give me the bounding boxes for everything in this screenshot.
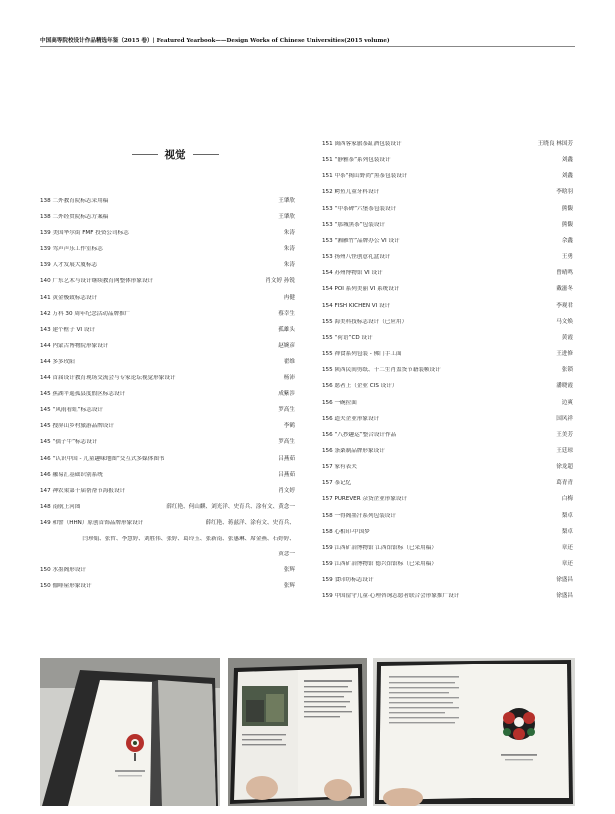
- entry-row: [40, 439, 295, 455]
- entry-row: [40, 262, 295, 278]
- entry-row: [322, 173, 573, 189]
- entry-title: 144 多多玫阳: [40, 358, 75, 365]
- entry-title: 154 FISH KICHEN VI 设计: [322, 302, 391, 309]
- entry-author: 薛红艳、蒋兹洋、涂有文、史育兵、: [205, 519, 295, 526]
- entry-title: 139 驾声声乐工作室标志: [40, 246, 103, 253]
- entry-row: [40, 295, 295, 311]
- entry-row: [322, 448, 573, 464]
- entry-title: 159 江西矿冶博物馆 江西馆馆标（已采用稿）: [322, 544, 437, 551]
- entry-title: 闫珍娟、张哲、李慧婷、刘胜伟、张婷、葛玲玉、张新南、张惠琳、席金燕、石婷婷、: [82, 535, 295, 542]
- entry-row: [322, 577, 573, 593]
- entry-author: 薛红艳、何山麒、刘光洋、史育兵、涂有文、黄念一: [166, 503, 295, 510]
- entry-row: [40, 536, 295, 552]
- book-photo-3-image: [373, 658, 575, 806]
- entry-author: 王肇欣: [278, 214, 295, 221]
- entry-author: 戴滋冬: [556, 286, 573, 293]
- entry-author: 马文焕: [556, 318, 573, 325]
- entry-author: 朱涛: [283, 262, 295, 269]
- entry-row: [40, 423, 295, 439]
- entry-author: 李鹤: [283, 423, 295, 430]
- entry-title: 143 建个框子 VI 设计: [40, 326, 96, 333]
- entry-author: 肖文婷: [278, 487, 295, 494]
- entry-title: 156 一碗拉面: [322, 399, 357, 406]
- entry-author: 章还: [561, 544, 573, 551]
- entry-author: 刘鑫: [561, 157, 573, 164]
- entry-author: 冉健: [283, 294, 295, 301]
- entry-row: [40, 488, 295, 504]
- header-rule: [40, 46, 575, 47]
- entry-row: [322, 141, 573, 157]
- entry-author: 朱涛: [283, 246, 295, 253]
- entry-author: 王廷琼: [556, 447, 573, 454]
- right-entry-list: [322, 141, 573, 610]
- entry-row: [40, 198, 295, 214]
- entry-title: 153 “中茶碑”六堡茶包装设计: [322, 205, 397, 212]
- entry-author: 王晓良 林国芳: [537, 141, 573, 147]
- entry-author: 王勇: [561, 254, 573, 261]
- entry-author: 徐龙超: [556, 464, 573, 471]
- entry-row: [322, 303, 573, 319]
- entry-title: 146 融易汇基础识别系统: [40, 471, 103, 478]
- section-title: [120, 147, 230, 162]
- entry-title: 151 中茶“揭山野尚”黑茶包装设计: [322, 173, 408, 180]
- entry-title: 153 “那城黑茶”包装设计: [322, 221, 386, 228]
- entry-title: 150 伽啡屋形象设计: [40, 583, 92, 590]
- entry-author: 潘晓霞: [556, 383, 573, 390]
- entry-row: [40, 520, 295, 536]
- entry-author: 章还: [561, 561, 573, 568]
- entry-row: [40, 375, 295, 391]
- entry-title: 156 愿者上（企业 CIS 设计）: [322, 383, 398, 390]
- entry-row: [322, 351, 573, 367]
- title-dash-right: [193, 154, 219, 155]
- entry-row: [40, 583, 295, 599]
- entry-title: 145 蕉湖平遥孤县度假区标志设计: [40, 391, 126, 398]
- entry-title: 149 和譬（HHN）原创首饰品牌形象设计: [40, 519, 144, 526]
- entry-title: 139 人才发展大厦标志: [40, 262, 98, 269]
- entry-title: 156 “八抄趣运”整合设计作品: [322, 431, 397, 438]
- entry-title: 142 万科 30 周年纪念活动品牌推广: [40, 310, 131, 317]
- entry-author: 吕燕茹: [278, 455, 295, 462]
- entry-author: 曾晴鸣: [556, 270, 573, 277]
- section-title-text: 视觉: [164, 149, 186, 161]
- entry-author: 刘鑫: [561, 173, 573, 180]
- entry-row: [322, 222, 573, 238]
- entry-title: 153 扬州八怪创意礼盒设计: [322, 254, 391, 261]
- entry-row: [40, 504, 295, 520]
- entry-title: 155 陕西民间剪纸、十二生肖盖货节籍装帧设计: [322, 367, 441, 374]
- entry-title: 141 黄金极致标志设计: [40, 294, 98, 301]
- title-dash-left: [132, 154, 158, 155]
- entry-author: 梨卓: [561, 512, 573, 519]
- entry-title: 154 POI 系列美丽 VI 系统设计: [322, 286, 400, 293]
- entry-title: 150 水墨阁形设计: [40, 566, 87, 573]
- entry-row: [40, 456, 295, 472]
- entry-author: 张辉: [283, 583, 295, 590]
- entry-title: 157 茶记忆: [322, 480, 352, 487]
- entry-title: 148 南航上河图: [40, 503, 81, 510]
- entry-author: 张辉: [283, 566, 295, 573]
- entry-row: [40, 311, 295, 327]
- entry-row: [322, 416, 573, 432]
- entry-title: 159 食印坊标志设计: [322, 577, 374, 584]
- entry-title: 147 神农架第十届帮帮节海报设计: [40, 487, 126, 494]
- entry-row: [322, 464, 573, 480]
- entry-row: [40, 278, 295, 294]
- entry-title: 145 搜屏山乡村旅游品牌设计: [40, 423, 114, 430]
- left-entry-list: [40, 198, 295, 599]
- entry-row: [322, 383, 573, 399]
- entry-title: 144 内蒙古博物院形象设计: [40, 342, 109, 349]
- entry-title: 159 江西矿冶博物馆 德兴馆馆标（已采用稿）: [322, 561, 437, 568]
- entry-title: 156 条桑制品牌形象设计: [322, 447, 385, 454]
- entry-row: [40, 359, 295, 375]
- entry-title: 151 闽西客家旅茶缸酒包装设计: [322, 141, 402, 147]
- book-photo-2: [228, 658, 367, 806]
- entry-author: 张锁: [561, 367, 573, 374]
- entry-author: 罗高生: [278, 439, 295, 446]
- entry-author: 王进修: [556, 351, 573, 358]
- entry-row: [322, 432, 573, 448]
- entry-row: [40, 551, 295, 567]
- entry-author: 李晗羽: [556, 189, 573, 196]
- entry-title: 138 二外教育院标志采用稿: [40, 198, 109, 204]
- entry-row: [40, 327, 295, 343]
- entry-title: 158 心相印·中国梦: [322, 528, 370, 535]
- entry-row: [322, 254, 573, 270]
- book-photo-3: [373, 658, 575, 806]
- entry-title: 146 “认识中国 - 儿童趣味地图”交互式多媒体图书: [40, 455, 165, 462]
- entry-title: 157 PUREVER 杂货企业形象设计: [322, 496, 408, 503]
- entry-author: 翟维: [283, 358, 295, 365]
- entry-title: 155 海美科技标志设计（已应用）: [322, 318, 408, 325]
- entry-author: 国风祥: [556, 415, 573, 422]
- entry-author: 梨卓: [561, 528, 573, 535]
- entry-row: [40, 230, 295, 246]
- entry-author: 熊馥: [561, 205, 573, 212]
- entry-row: [322, 496, 573, 512]
- entry-row: [322, 319, 573, 335]
- entry-title: 155 禅食系列包装 - 佛门手工面: [322, 351, 402, 358]
- entry-row: [322, 367, 573, 383]
- entry-row: [322, 157, 573, 173]
- entry-row: [40, 567, 295, 583]
- entry-author: 葛青青: [556, 480, 573, 487]
- entry-author: 杨沛: [283, 375, 295, 382]
- entry-row: [322, 561, 573, 577]
- entry-title: 157 家有表夫: [322, 464, 357, 471]
- entry-row: [322, 593, 573, 609]
- entry-row: [322, 545, 573, 561]
- entry-title: 139 美国华尔街 FMF 投资公司标志: [40, 230, 129, 237]
- entry-row: [322, 238, 573, 254]
- entry-row: [322, 286, 573, 302]
- entry-title: 黄念一: [278, 551, 295, 558]
- entry-author: 吕燕茹: [278, 471, 295, 478]
- entry-author: 徐盛昌: [556, 593, 573, 600]
- entry-row: [40, 214, 295, 230]
- entry-title: 159 中国留守儿童·心理咨询志愿者联合会形象推广设计: [322, 593, 460, 600]
- entry-author: 白梅: [561, 496, 573, 503]
- entry-row: [322, 270, 573, 286]
- entry-author: 罗高生: [278, 407, 295, 414]
- page-header: 中国高等院校设计作品精选年鉴（2015 卷）| Featured Yearbook——Design Works of Chinese Universities(2015 volume): [40, 38, 390, 44]
- entry-title: 145 “孺子牛”标志设计: [40, 439, 98, 446]
- entry-title: 151 “静雅茶”系列包装设计: [322, 157, 391, 164]
- entry-author: 佘鑫: [561, 237, 573, 244]
- entry-author: 孤雄头: [278, 326, 295, 333]
- entry-title: 138 二外经贸院标志方案稿: [40, 214, 109, 221]
- entry-row: [322, 513, 573, 529]
- entry-title: 153 “湘雁竹”品牌办公 VI 设计: [322, 237, 400, 244]
- entry-author: 蔡幸生: [278, 310, 295, 317]
- entry-author: 徐盛昌: [556, 577, 573, 584]
- entry-author: 王肇欣: [278, 198, 295, 204]
- book-photo-1: [40, 658, 220, 806]
- entry-title: 152 鳄鱼儿童牙科设计: [322, 189, 380, 196]
- book-photo-2-image: [228, 658, 367, 806]
- entry-row: [40, 407, 295, 423]
- entry-title: 154 苏州博物馆 VI 设计: [322, 270, 383, 277]
- entry-row: [40, 391, 295, 407]
- entry-row: [322, 529, 573, 545]
- entry-row: [40, 472, 295, 488]
- entry-author: 王美芳: [556, 431, 573, 438]
- entry-row: [322, 335, 573, 351]
- entry-title: 158 一得阁墨汁系列包装设计: [322, 512, 396, 519]
- entry-author: 熊馥: [561, 221, 573, 228]
- entry-author: 肖文婷 孙锐: [265, 278, 295, 285]
- entry-author: 李观君: [556, 302, 573, 309]
- entry-title: 155 “荷语”CD 设计: [322, 334, 373, 341]
- entry-row: [40, 246, 295, 262]
- entry-row: [322, 189, 573, 205]
- entry-title: 145 “风雨看虹”标志设计: [40, 407, 104, 414]
- entry-title: 156 道夫企业形象设计: [322, 415, 380, 422]
- book-photo-1-image: [40, 658, 220, 806]
- entry-author: 黄霞: [561, 334, 573, 341]
- entry-author: 边爽: [561, 399, 573, 406]
- entry-row: [40, 343, 295, 359]
- entry-author: 成紫涉: [278, 391, 295, 398]
- entry-title: 144 首届设计教育现场交流会与专家论坛视觉形象设计: [40, 375, 176, 382]
- entry-title: 140 广东艺术与设计继续教育网整体形象设计: [40, 278, 154, 285]
- entry-row: [322, 480, 573, 496]
- entry-author: 赵婉彦: [278, 342, 295, 349]
- entry-row: [322, 206, 573, 222]
- entry-row: [322, 400, 573, 416]
- entry-author: 朱涛: [283, 230, 295, 237]
